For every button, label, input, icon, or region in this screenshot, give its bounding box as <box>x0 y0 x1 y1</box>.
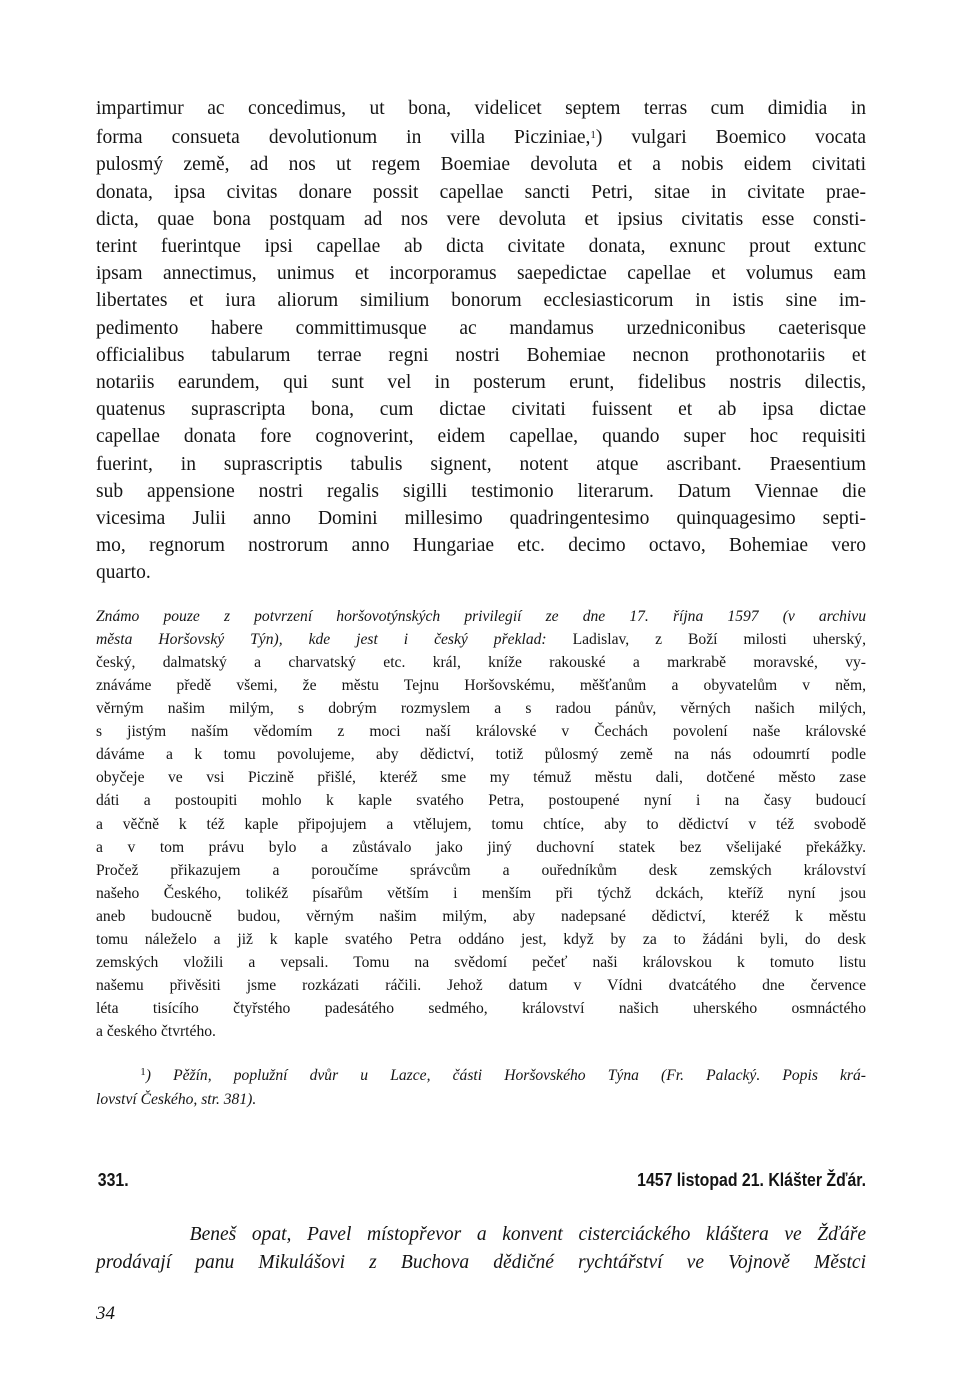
main-line: forma consueta devolutionum in villa Picziniae,$^1$) vulgari Boemico vocata <box>96 127 866 149</box>
document-page <box>96 95 866 1325</box>
note-line: a českého čtvrtého. <box>96 1023 216 1041</box>
footnote-reference: 1 <box>590 129 596 142</box>
note-line: dáváme a k tomu povolujeme, aby dědictví, totiž půlosmý země na nás odoumrtí podle <box>96 746 866 764</box>
entry-heading <box>96 1170 866 1191</box>
footnote <box>96 1061 866 1111</box>
note-line: tomu náleželo a již k kaple svatého Petra oddáno jest, když by za to žádáni byli, do desk <box>96 930 866 948</box>
main-line: quatenus suprascripta bona, cum dictae civitati fuissent et ab ipsa dictae <box>96 399 866 421</box>
main-line: sub appensione nostri regalis sigilli testimonio literarum. Datum Viennae die <box>96 480 866 502</box>
main-line: capellae donata fore cognoverint, eidem capellae, quando super hoc requisiti <box>96 426 866 448</box>
main-line: officialibus tabularum terrae regni nostri Bohemiae necnon prothonotariis et <box>96 344 866 366</box>
note-line: český, dalmatský a charvatský etc. král, kníže rakouské a markrabě moravské, vy- <box>96 653 866 671</box>
note-line: Pročež přikazujem a poroučíme správcům a ouředníkům desk zemských království <box>96 861 866 879</box>
footnote-marker: 1 <box>140 1066 146 1079</box>
main-line: ipsam annectimus, unimus et incorporamus saepedictae capellae et volumus eam <box>96 263 866 285</box>
main-line: pulosmý země, ad nos ut regem Boemiae devoluta et a nobis eidem civitati <box>96 154 866 176</box>
main-line: pedimento habere committimusque ac mandamus urzedniconibus caeterisque <box>96 317 866 339</box>
main-line: quarto. <box>96 562 151 584</box>
main-line: terint fuerintque ipsi capellae ab dicta civitate donata, exnunc prout extunc <box>96 236 866 258</box>
note-line: a věčně k též kaple připojujem a vtělujem, tomu chtíce, aby to dědictví v též svobodě <box>96 815 866 833</box>
note-line: zemských vložili a vepsali. Tomu na svědomí pečeť naši královskou k tomuto listu <box>96 954 866 972</box>
entry-summary <box>96 1221 866 1277</box>
main-line: fuerint, in suprascriptis tabulis signent, notent atque ascribant. Praesentium <box>96 453 866 475</box>
main-line: libertates et iura aliorum similium bonorum ecclesiasticorum in istis sine im- <box>96 290 866 312</box>
note-line: našeho Českého, tolikéž písařům větším i menším při týchž dckách, kteříž nyní jsou <box>96 884 866 902</box>
summary-line: prodávají panu Mikulášovi z Buchova dědičné rychtářství ve Vojnově Městci <box>96 1251 866 1273</box>
note-line: města Horšovský Týn), kde jest i český překlad: Ladislav, z Boží milosti uherský, <box>96 630 866 648</box>
footnote-line: $^1$) Pěžín, poplužní dvůr u Lazce, části Horšovského Týna (Fr. Palacký. Popis krá- <box>140 1066 866 1085</box>
note-line: našemu přivěsiti jsme rozkázati ráčili. Jehož datum v Vídni dvatcátého dne července <box>96 977 866 995</box>
note-line: aneb budoucně budou, věrným našim milým, aby nadepsané dědictví, kteréž k městu <box>96 907 866 925</box>
note-line: Známo pouze z potvrzení horšovotýnských privilegií ze dne 17. října 1597 (v archivu <box>96 607 866 625</box>
czech-translation-note <box>96 605 866 1044</box>
footnote-line: lovství Českého, str. 381). <box>96 1091 257 1109</box>
note-line: obyčeje ve vsi Piczině přišlé, kteréž sme my témuž městu dali, dotčené město zase <box>96 769 866 787</box>
main-line: dicta, quae bona postquam ad nos vere devoluta et ipsius civitatis esse consti- <box>96 208 866 230</box>
note-line: léta tisícího čtyřstého padesátého sedmého, království našich uherského osmnáctého <box>96 1000 866 1018</box>
main-line: mo, regnorum nostrorum anno Hungariae etc. decimo octavo, Bohemiae vero <box>96 535 866 557</box>
summary-line: Beneš opat, Pavel místopřevor a konvent cisterciáckého kláštera ve Žďáře <box>189 1223 867 1245</box>
page-number: 34 <box>96 1302 115 1324</box>
entry-title: 1457 listopad 21. Klášter Žďár. <box>637 1169 866 1190</box>
note-line: s jistým naším vědomím z moci naší královské v Čechách povolení naše královské <box>96 723 866 741</box>
note-line: věrným našim milým, s dobrým rozmyslem a s radou pánův, věrných našich milých, <box>96 700 866 718</box>
main-line: notariis earundem, qui sunt vel in posterum erunt, fidelibus nostris dilectis, <box>96 372 866 394</box>
main-latin-text <box>96 95 866 587</box>
main-line: vicesima Julii anno Domini millesimo quadringentesimo quinquagesimo septi- <box>96 508 866 530</box>
note-line: znáváme předě všemi, že městu Tejnu Horšovskému, měšťanům a obyvatelům v něm, <box>96 676 866 694</box>
note-line: dáti a postoupiti mohlo k kaple svatého Petra, postoupené nyní i na časy budoucí <box>96 792 866 810</box>
main-line: impartimur ac concedimus, ut bona, videlicet septem terras cum dimidia in <box>96 98 866 119</box>
note-line: a v tom právu bylo a zůstávalo jako jiný duchovní statek bez všelijaké překážky. <box>96 838 866 856</box>
entry-number: 331. <box>97 1169 129 1190</box>
main-line: donata, ipsa civitas donare possit capellae sancti Petri, sitae in civitate prae- <box>96 181 866 203</box>
